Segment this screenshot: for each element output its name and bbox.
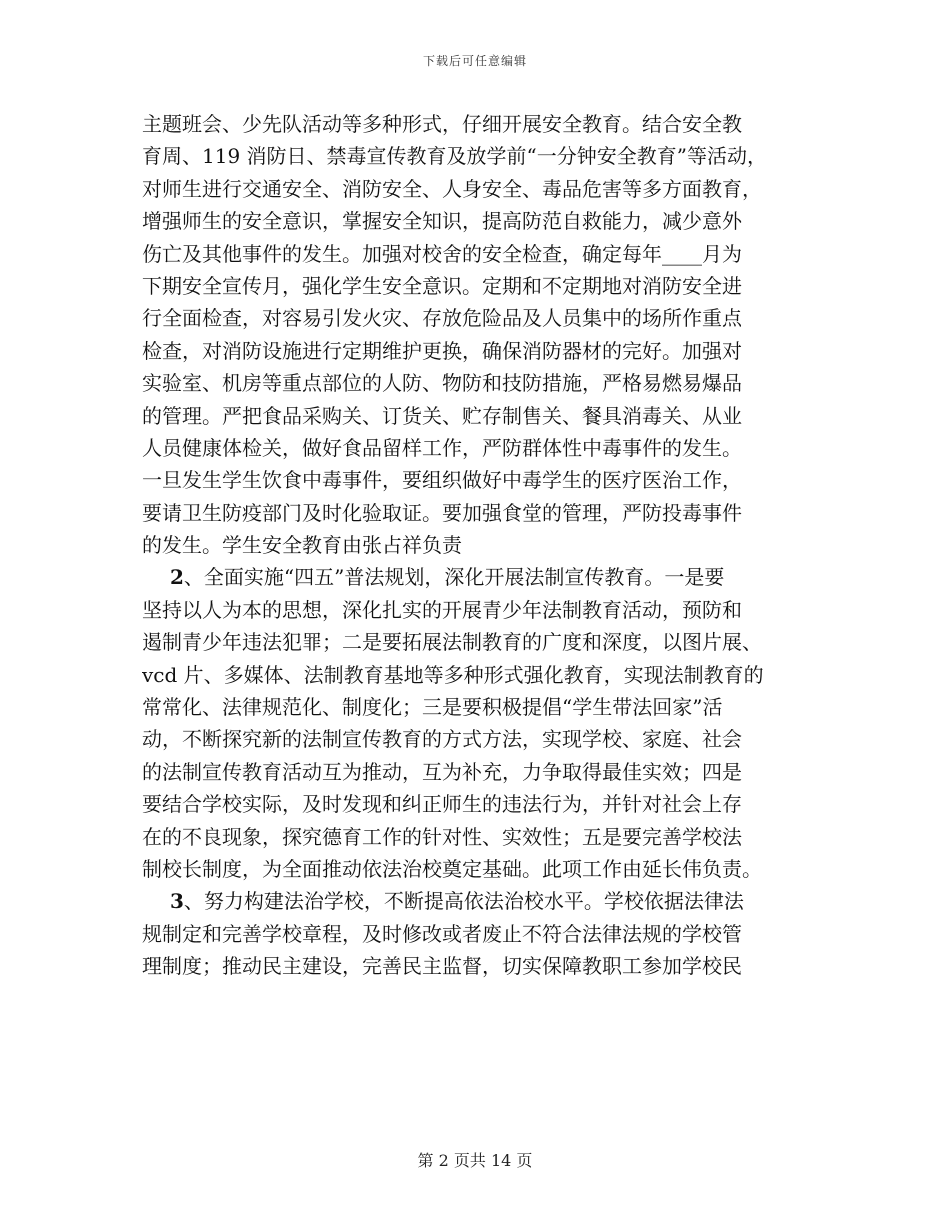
text-line: 人员健康体检关，做好食品留样工作，严防群体性中毒事件的发生。 [142,435,742,460]
text-line: 主题班会、少先队活动等多种形式，仔细开展安全教育。结合安全教 [142,112,742,136]
text-line: 伤亡及其他事件的发生。加强对校舍的安全检查，确定每年____月为 [142,241,742,266]
text-line: 一旦发生学生饮食中毒事件，要组织做好中毒学生的医疗医治工作， [142,468,742,493]
page-header: 下载后可任意编辑 [422,54,527,68]
paragraph-3-start [142,885,812,917]
text-line: 理制度；推动民主建设，完善民主监督，切实保障教职工参加学校民 [142,954,742,979]
text-line: 的发生。学生安全教育由张占祥负责 [142,533,462,558]
text-line: 、全面实施“四五”普法规划，深化开展法制宣传教育。一是要 [183,565,725,590]
text-line: 行全面检查，对容易引发火灾、存放危险品及人员集中的场所作重点 [142,306,742,331]
text-line: 要结合学校实际，及时发现和纠正师生的违法行为，并针对社会上存 [142,792,742,817]
text-line: 在的不良现象，探究德育工作的针对性、实效性；五是要完善学校法 [142,824,742,849]
text-line: 的管理。严把食品采购关、订货关、贮存制售关、餐具消毒关、从业 [142,403,742,428]
text-line: 、努力构建法治学校，不断提高依法治校水平。学校依据法律法 [183,889,744,914]
text-line: 对师生进行交通安全、消防安全、人身安全、毒品危害等多方面教育， [142,176,762,201]
text-line: 的法制宣传教育活动互为推动，互为补充，力争取得最佳实效；四是 [142,759,742,784]
paragraph-number: 2 [170,565,184,590]
text-line: vcd 片、多媒体、法制教育基地等多种形式强化教育，实现法制教育的 [142,662,764,687]
text-line: 遏制青少年违法犯罪；二是要拓展法制教育的广度和深度，以图片展、 [142,630,762,655]
text-line: 规制定和完善学校章程，及时修改或者废止不符合法律法规的学校管 [142,921,742,946]
paragraph-number: 3 [170,889,184,914]
text-line: 实验室、机房等重点部位的人防、物防和技防措施，严格易燃易爆品 [142,371,742,396]
text-line: 增强师生的安全意识，掌握安全知识，提高防范自救能力，减少意外 [142,209,742,234]
text-line: 下期安全宣传月，强化学生安全意识。定期和不定期地对消防安全进 [142,273,742,298]
paragraph-2-start [142,561,812,593]
text-line: 坚持以人为本的思想，深化扎实的开展青少年法制教育活动，预防和 [142,597,742,622]
text-line: 制校长制度，为全面推动依法治校奠定基础。此项工作由延长伟负责。 [142,856,762,881]
text-line: 常常化、法律规范化、制度化；三是要积极提倡“学生带法回家”活 [142,695,723,720]
text-line: 要请卫生防疫部门及时化验取证。要加强食堂的管理，严防投毒事件 [142,500,742,525]
text-line: 检查，对消防设施进行定期维护更换，确保消防器材的完好。加强对 [142,338,742,363]
document-body [142,108,812,983]
text-line: 动，不断探究新的法制宣传教育的方式方法，实现学校、家庭、社会 [142,727,742,752]
page-footer: 第 2 页共 14 页 [417,1151,533,1170]
text-line: 育周、119 消防日、禁毒宣传教育及放学前“一分钟安全教育”等活动， [142,144,767,169]
